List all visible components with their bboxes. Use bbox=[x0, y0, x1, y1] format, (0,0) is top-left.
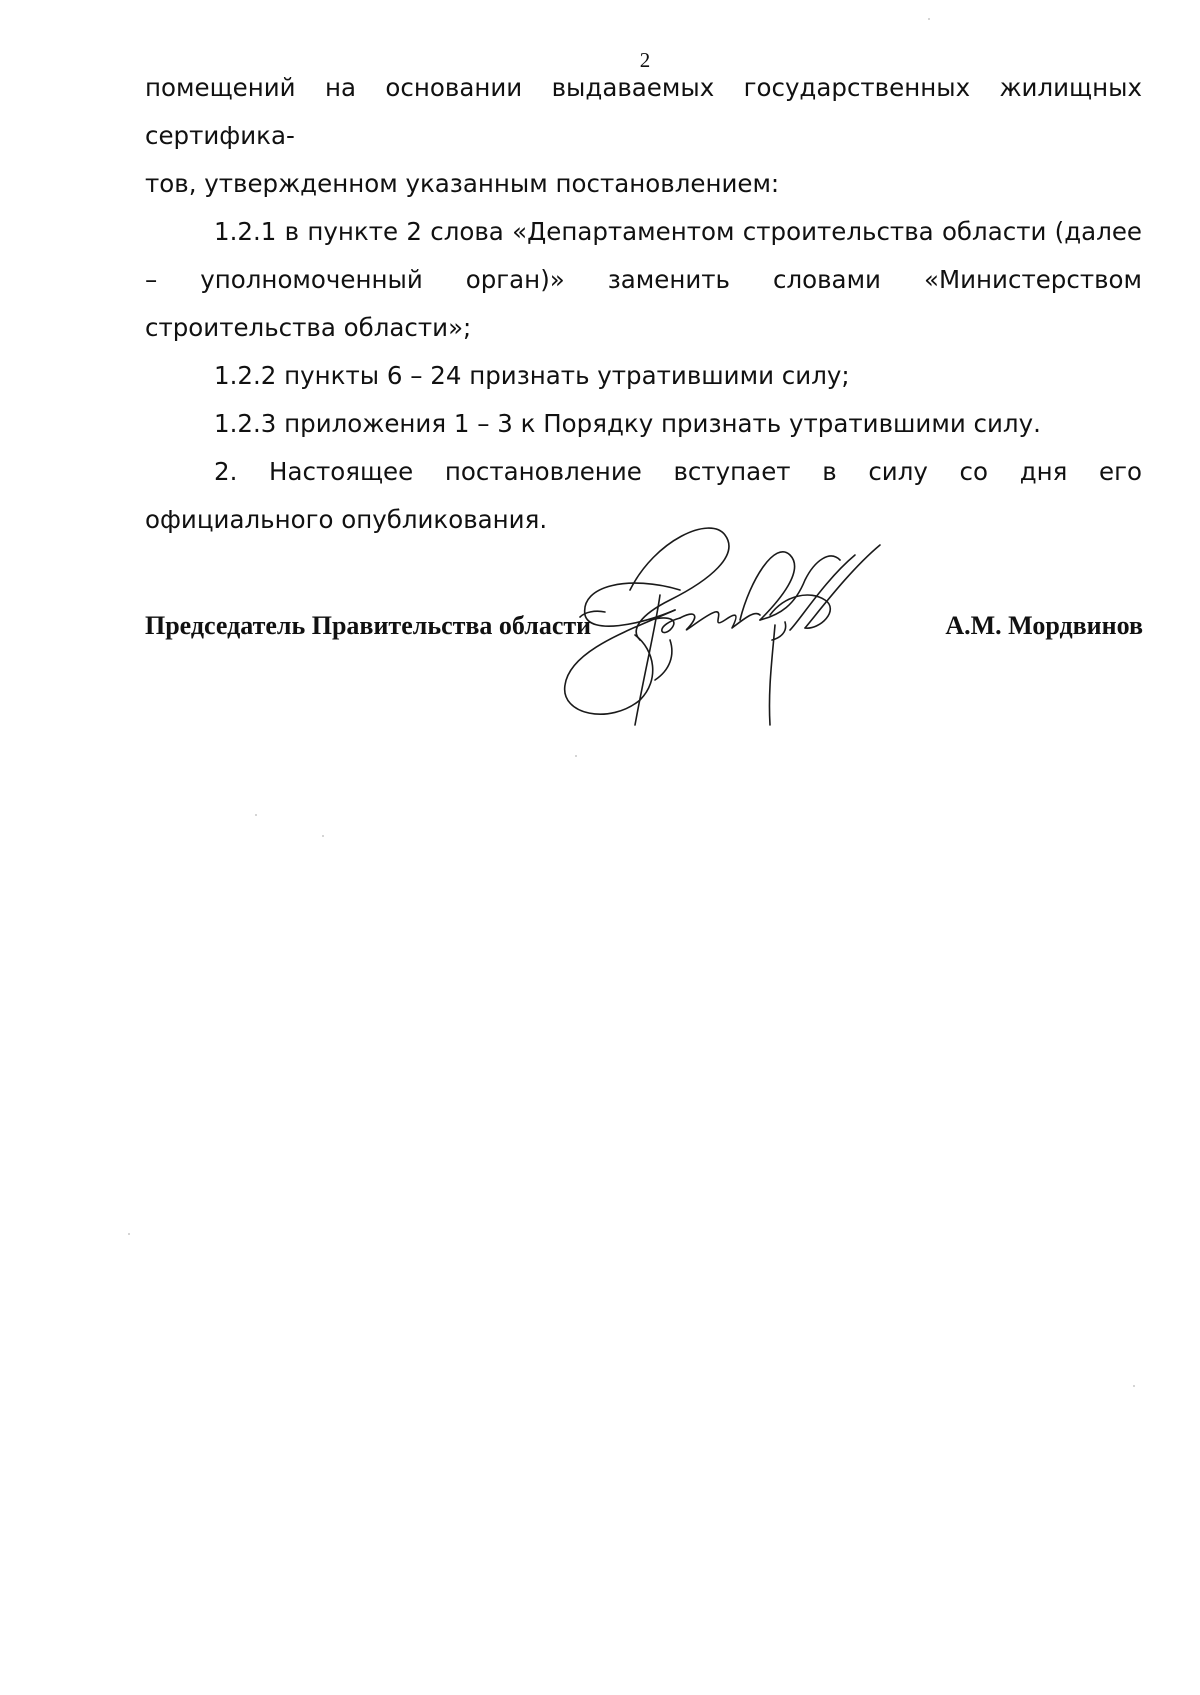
scan-speck bbox=[255, 814, 257, 816]
handwritten-signature bbox=[560, 520, 960, 740]
scan-speck bbox=[128, 1233, 130, 1235]
paragraph-continuation-line-2: тов, утвержденном указанным постановлением: bbox=[145, 169, 780, 198]
signer-title: Председатель Правительства области bbox=[145, 611, 592, 640]
page-number: 2 bbox=[639, 48, 651, 72]
scan-speck bbox=[928, 18, 930, 20]
paragraph-continuation-line-1: помещений на основании выдаваемых государственных жилищных сертифика- bbox=[145, 73, 1142, 150]
scan-speck bbox=[1133, 1385, 1135, 1387]
paragraph-1-2-3: 1.2.3 приложения 1 – 3 к Порядку признать утратившими силу. bbox=[214, 409, 1041, 438]
signer-name: А.М. Мордвинов bbox=[945, 611, 1143, 640]
document-body bbox=[145, 64, 1142, 544]
paragraph-1-2-1: 1.2.1 в пункте 2 слова «Департаментом строительства области (далее – уполномоченный орган)» заменить словами «Министерством строительства области»; bbox=[145, 217, 1142, 342]
paragraph-1-2-2: 1.2.2 пункты 6 – 24 признать утратившими силу; bbox=[214, 361, 850, 390]
scan-speck bbox=[322, 835, 324, 837]
scan-speck bbox=[575, 755, 577, 757]
paragraph-2: 2. Настоящее постановление вступает в силу со дня его официального опубликования. bbox=[145, 457, 1142, 534]
